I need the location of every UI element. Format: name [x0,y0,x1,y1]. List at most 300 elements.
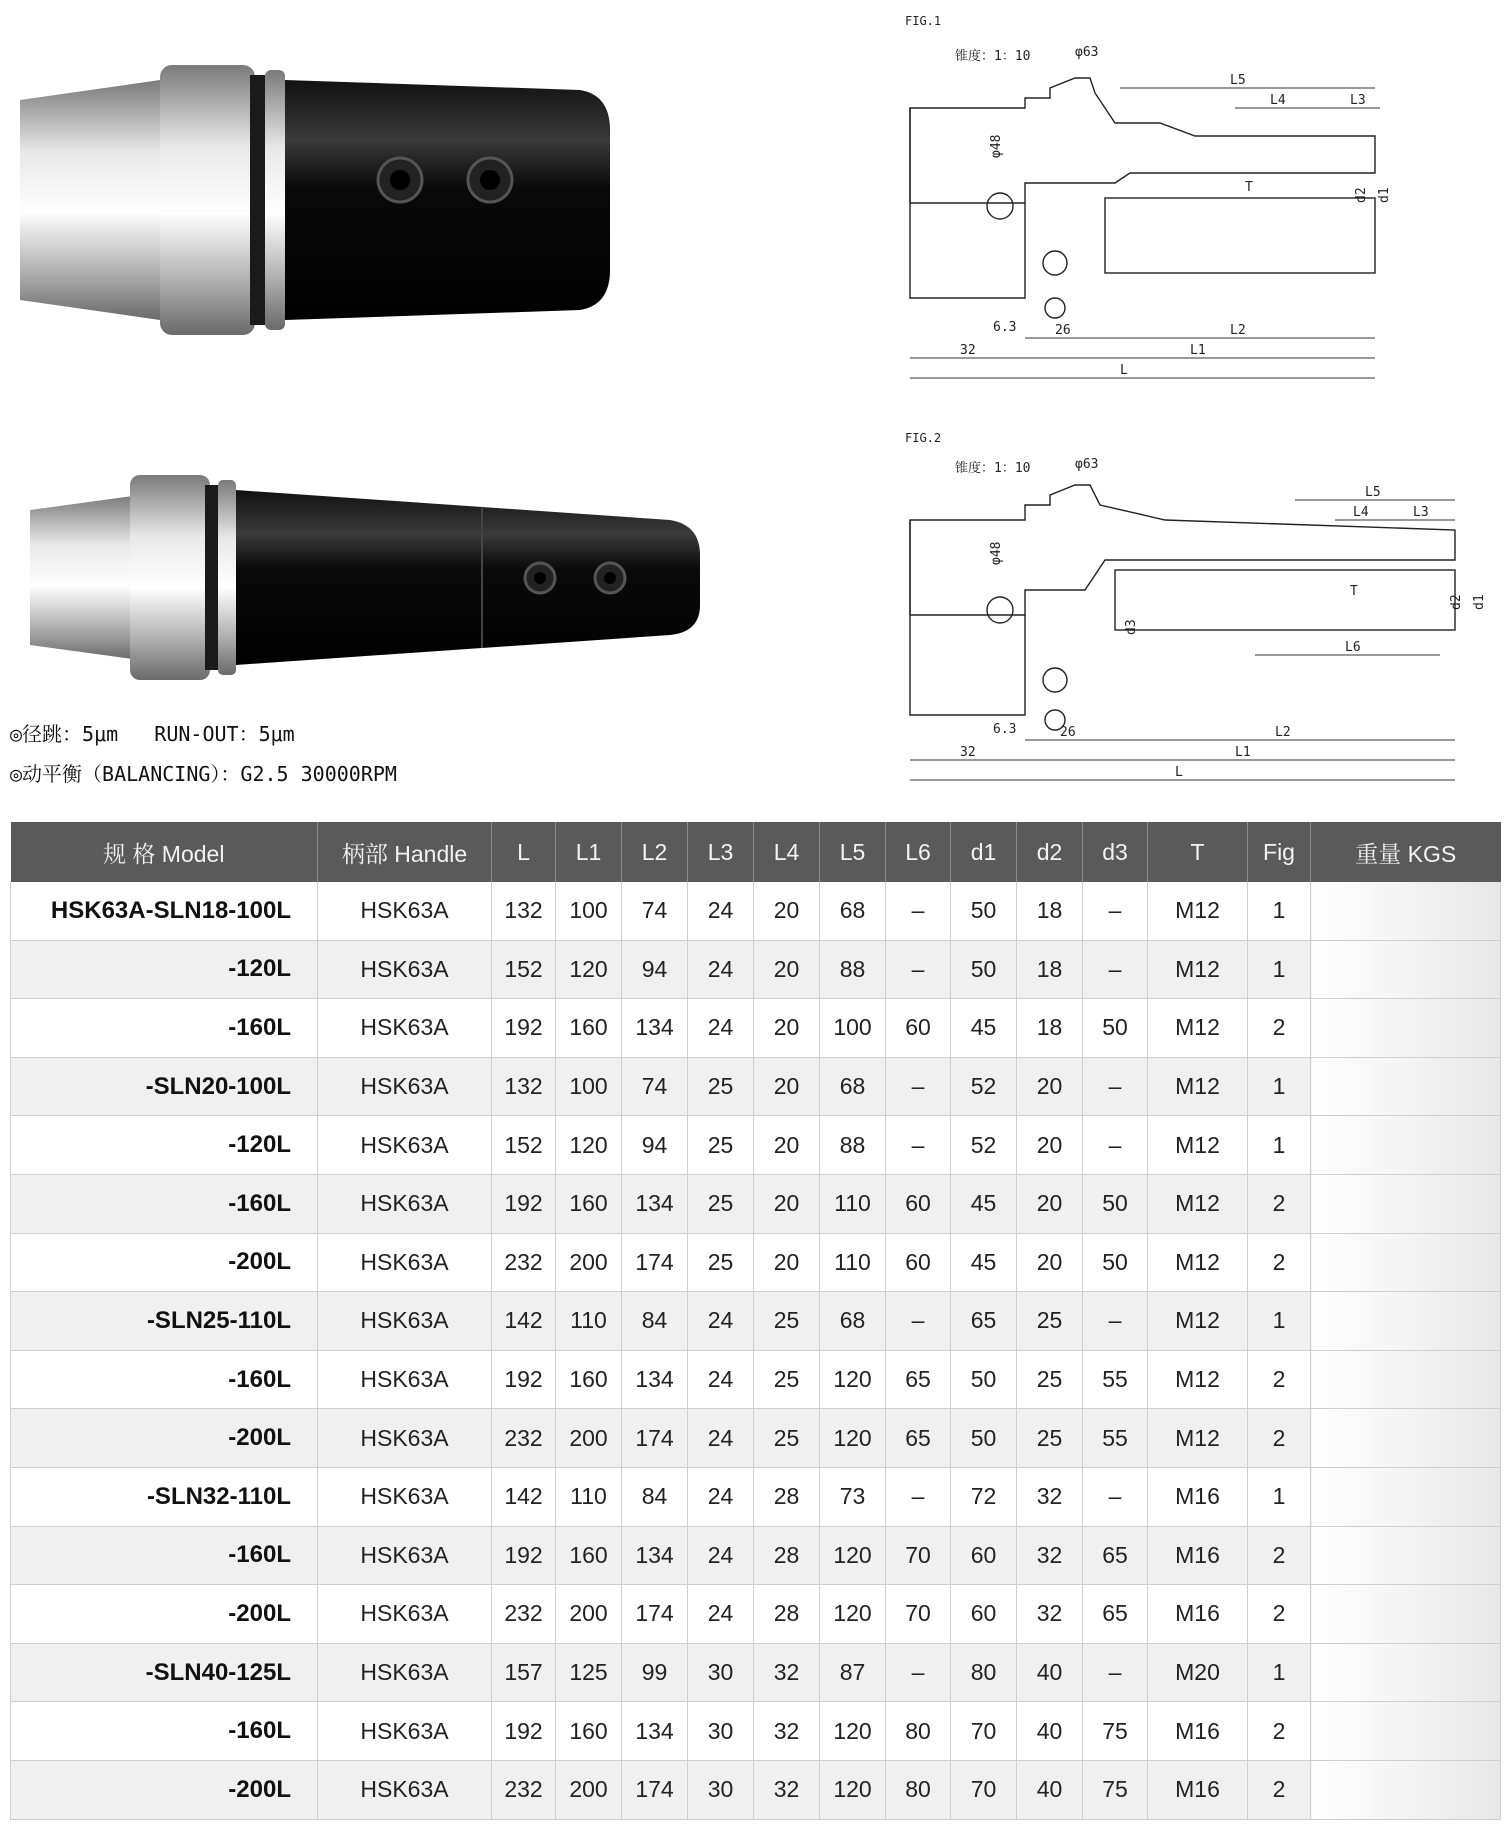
table-cell: 100 [820,999,886,1058]
model-cell: -200L [11,1409,318,1468]
table-cell: 84 [622,1467,688,1526]
table-cell: 24 [688,999,754,1058]
table-cell: 160 [556,1526,622,1585]
table-cell: 120 [556,940,622,999]
table-cell: 1 [1248,1467,1311,1526]
table-cell: 20 [754,940,820,999]
table-cell: 2 [1248,1585,1311,1644]
table-cell: 60 [886,999,951,1058]
table-cell: 60 [951,1526,1017,1585]
table-cell: 88 [820,1116,886,1175]
table-cell: 200 [556,1585,622,1644]
column-header: 柄部 Handle [318,822,492,882]
table-cell: – [1083,882,1148,940]
table-cell: 32 [754,1760,820,1819]
fig1-d1: d1 [1377,187,1392,203]
column-header: L6 [886,822,951,882]
table-cell: 50 [1083,1233,1148,1292]
table-row [11,1585,1501,1644]
table-cell: 134 [622,1350,688,1409]
column-header: L5 [820,822,886,882]
table-cell: M12 [1148,1409,1248,1468]
table-cell: 192 [492,1174,556,1233]
model-cell: -120L [11,940,318,999]
table-cell: 65 [1083,1526,1148,1585]
table-cell: M12 [1148,1116,1248,1175]
table-cell: 50 [951,1350,1017,1409]
spec-table [10,822,1501,1820]
table-cell: 174 [622,1585,688,1644]
table-cell: 192 [492,1702,556,1761]
table-cell: HSK63A [318,1585,492,1644]
table-cell: 1 [1248,940,1311,999]
table-cell: 157 [492,1643,556,1702]
table-cell: 75 [1083,1702,1148,1761]
table-row [11,1116,1501,1175]
table-cell: 160 [556,1174,622,1233]
table-cell: 132 [492,1057,556,1116]
table-cell: – [886,1643,951,1702]
table-row [11,1760,1501,1819]
table-cell: 192 [492,999,556,1058]
table-cell: 142 [492,1292,556,1351]
fig2-L1: L1 [1235,745,1251,760]
table-cell: 192 [492,1526,556,1585]
table-cell: HSK63A [318,1350,492,1409]
table-cell: 80 [886,1702,951,1761]
table-row [11,1057,1501,1116]
table-cell: 20 [754,882,820,940]
table-cell: – [1083,1467,1148,1526]
table-cell: M12 [1148,1057,1248,1116]
weight-cell [1311,1233,1501,1292]
table-cell: HSK63A [318,1643,492,1702]
table-cell: 200 [556,1760,622,1819]
table-cell: 2 [1248,1409,1311,1468]
figure-2-drawing [905,425,1495,800]
table-cell: 94 [622,940,688,999]
model-cell: -120L [11,1116,318,1175]
table-cell: 110 [556,1467,622,1526]
table-cell: 74 [622,882,688,940]
column-header: T [1148,822,1248,882]
table-cell: 32 [1017,1467,1083,1526]
table-cell: 24 [688,1526,754,1585]
table-cell: 20 [1017,1057,1083,1116]
table-cell: 55 [1083,1350,1148,1409]
balancing-spec: ◎动平衡（BALANCING）：G2.5 30000RPM [10,762,397,786]
table-cell: M12 [1148,1292,1248,1351]
fig2-T: T [1350,584,1358,599]
table-cell: HSK63A [318,1702,492,1761]
table-cell: 50 [951,940,1017,999]
table-cell: M12 [1148,940,1248,999]
fig1-L1: L1 [1190,343,1206,358]
fig2-26: 26 [1060,725,1076,740]
fig1-32: 32 [960,343,976,358]
table-cell: 20 [754,999,820,1058]
table-body [11,882,1501,1819]
table-cell: 100 [556,1057,622,1116]
fig1-phi63: φ63 [1075,45,1099,60]
table-cell: 25 [754,1292,820,1351]
table-cell: 120 [556,1116,622,1175]
fig2-phi48: φ48 [989,541,1004,565]
table-cell: 50 [1083,1174,1148,1233]
fig1-phi48: φ48 [989,134,1004,158]
table-cell: 32 [1017,1526,1083,1585]
table-cell: HSK63A [318,940,492,999]
table-cell: – [886,940,951,999]
fig1-taper: 锥度：1：10 [955,49,1031,64]
weight-cell [1311,1585,1501,1644]
table-cell: – [1083,940,1148,999]
table-cell: 40 [1017,1760,1083,1819]
table-cell: 2 [1248,1233,1311,1292]
column-header: d3 [1083,822,1148,882]
table-cell: HSK63A [318,882,492,940]
table-cell: 232 [492,1233,556,1292]
column-header: L [492,822,556,882]
table-cell: 87 [820,1643,886,1702]
table-row [11,999,1501,1058]
table-cell: 2 [1248,999,1311,1058]
table-cell: 30 [688,1643,754,1702]
table-cell: 25 [754,1409,820,1468]
fig2-d1: d1 [1472,594,1487,610]
table-row [11,1643,1501,1702]
column-header: d1 [951,822,1017,882]
table-cell: 18 [1017,999,1083,1058]
table-cell: 18 [1017,882,1083,940]
product-photo-straight-holder [10,50,610,350]
table-cell: – [886,1057,951,1116]
table-cell: 24 [688,1409,754,1468]
table-cell: 75 [1083,1760,1148,1819]
table-cell: 73 [820,1467,886,1526]
column-header: L3 [688,822,754,882]
table-cell: 70 [951,1702,1017,1761]
weight-cell [1311,1760,1501,1819]
table-cell: 20 [1017,1174,1083,1233]
model-cell: -160L [11,1350,318,1409]
table-cell: 70 [886,1585,951,1644]
table-cell: 99 [622,1643,688,1702]
table-cell: 24 [688,1467,754,1526]
model-cell: -160L [11,1702,318,1761]
table-cell: 232 [492,1585,556,1644]
table-cell: 232 [492,1760,556,1819]
table-cell: 25 [688,1116,754,1175]
table-cell: 120 [820,1702,886,1761]
table-cell: 120 [820,1760,886,1819]
fig2-d3: d3 [1124,619,1139,635]
fig2-32: 32 [960,745,976,760]
table-row [11,940,1501,999]
table-cell: 24 [688,1350,754,1409]
fig2-taper: 锥度：1：10 [955,461,1031,476]
column-header: Fig [1248,822,1311,882]
table-cell: 25 [1017,1409,1083,1468]
fig1-label: FIG.1 [905,14,942,28]
table-cell: 25 [1017,1292,1083,1351]
column-header: 重量 KGS [1311,822,1501,882]
table-cell: 1 [1248,1057,1311,1116]
fig1-L5: L5 [1230,73,1246,88]
table-cell: 142 [492,1467,556,1526]
table-row [11,1350,1501,1409]
fig1-T: T [1245,180,1253,195]
product-photo-tapered-holder [20,460,700,700]
figure-1-drawing [905,8,1410,398]
table-cell: 55 [1083,1409,1148,1468]
table-row [11,1702,1501,1761]
table-cell: 110 [820,1174,886,1233]
fig2-L6: L6 [1345,640,1361,655]
table-cell: M12 [1148,882,1248,940]
table-cell: 134 [622,1702,688,1761]
table-cell: M16 [1148,1526,1248,1585]
table-cell: 50 [1083,999,1148,1058]
table-cell: 20 [754,1057,820,1116]
table-row [11,1409,1501,1468]
table-cell: 100 [556,882,622,940]
table-cell: 45 [951,1174,1017,1233]
weight-cell [1311,999,1501,1058]
table-cell: 174 [622,1760,688,1819]
table-cell: – [1083,1643,1148,1702]
table-cell: 68 [820,1057,886,1116]
fig2-d2: d2 [1449,594,1464,610]
table-row [11,1174,1501,1233]
weight-cell [1311,1350,1501,1409]
table-cell: 52 [951,1116,1017,1175]
table-cell: 50 [951,1409,1017,1468]
table-cell: 20 [754,1174,820,1233]
table-cell: 1 [1248,1116,1311,1175]
table-cell: 24 [688,1585,754,1644]
table-cell: HSK63A [318,1057,492,1116]
table-cell: – [1083,1116,1148,1175]
table-cell: 28 [754,1467,820,1526]
table-cell: M12 [1148,1233,1248,1292]
table-cell: 2 [1248,1526,1311,1585]
table-cell: – [1083,1292,1148,1351]
fig2-L2: L2 [1275,725,1291,740]
model-cell: -160L [11,1526,318,1585]
table-cell: 174 [622,1233,688,1292]
table-cell: 174 [622,1409,688,1468]
table-cell: 160 [556,1350,622,1409]
fig2-6-3: 6.3 [993,722,1017,737]
table-header-row [11,822,1501,882]
fig2-L4: L4 [1353,505,1369,520]
table-cell: 74 [622,1057,688,1116]
column-header: L1 [556,822,622,882]
table-cell: 2 [1248,1760,1311,1819]
table-cell: 24 [688,940,754,999]
table-cell: 45 [951,999,1017,1058]
weight-cell [1311,1526,1501,1585]
model-cell: -SLN32-110L [11,1467,318,1526]
table-cell: 28 [754,1526,820,1585]
table-cell: – [886,882,951,940]
table-row [11,1526,1501,1585]
fig2-L: L [1175,765,1183,780]
table-cell: 120 [820,1350,886,1409]
table-cell: M12 [1148,1174,1248,1233]
model-cell: -SLN25-110L [11,1292,318,1351]
fig2-label: FIG.2 [905,431,942,445]
fig1-6-3: 6.3 [993,320,1017,335]
table-cell: 50 [951,882,1017,940]
table-cell: 60 [886,1174,951,1233]
weight-cell [1311,1643,1501,1702]
table-cell: HSK63A [318,1233,492,1292]
table-row [11,1233,1501,1292]
fig2-L3: L3 [1413,505,1429,520]
table-cell: HSK63A [318,1467,492,1526]
table-cell: 70 [951,1760,1017,1819]
runout-spec: ◎径跳：5μm RUN-OUT：5μm [10,722,295,746]
table-cell: 2 [1248,1174,1311,1233]
table-cell: 134 [622,1526,688,1585]
table-cell: 152 [492,940,556,999]
weight-cell [1311,882,1501,940]
table-cell: 32 [1017,1585,1083,1644]
table-row [11,1467,1501,1526]
model-cell: -160L [11,999,318,1058]
table-cell: 120 [820,1409,886,1468]
table-cell: 40 [1017,1702,1083,1761]
table-cell: M16 [1148,1467,1248,1526]
fig1-L2: L2 [1230,323,1246,338]
table-cell: 25 [688,1233,754,1292]
table-cell: 24 [688,1292,754,1351]
table-cell: 88 [820,940,886,999]
weight-cell [1311,1467,1501,1526]
weight-cell [1311,1116,1501,1175]
table-cell: 20 [1017,1233,1083,1292]
weight-cell [1311,940,1501,999]
column-header: L2 [622,822,688,882]
table-cell: HSK63A [318,1409,492,1468]
table-cell: M12 [1148,999,1248,1058]
table-cell: 25 [754,1350,820,1409]
table-cell: 20 [754,1233,820,1292]
column-header: L4 [754,822,820,882]
model-cell: HSK63A-SLN18-100L [11,882,318,940]
table-cell: 232 [492,1409,556,1468]
table-cell: HSK63A [318,1174,492,1233]
table-cell: 60 [951,1585,1017,1644]
table-cell: 70 [886,1526,951,1585]
column-header: 规 格 Model [11,822,318,882]
table-cell: 40 [1017,1643,1083,1702]
weight-cell [1311,1292,1501,1351]
table-cell: HSK63A [318,1760,492,1819]
table-cell: – [886,1467,951,1526]
table-cell: 80 [951,1643,1017,1702]
table-cell: 1 [1248,882,1311,940]
table-cell: 25 [688,1174,754,1233]
table-cell: 200 [556,1409,622,1468]
table-cell: 120 [820,1526,886,1585]
model-cell: -SLN20-100L [11,1057,318,1116]
table-cell: 65 [1083,1585,1148,1644]
table-cell: 30 [688,1702,754,1761]
table-cell: 120 [820,1585,886,1644]
table-cell: 110 [820,1233,886,1292]
fig1-L3: L3 [1350,93,1366,108]
column-header: d2 [1017,822,1083,882]
table-cell: 32 [754,1702,820,1761]
fig2-L5: L5 [1365,485,1381,500]
weight-cell [1311,1702,1501,1761]
table-cell: 132 [492,882,556,940]
table-cell: 160 [556,1702,622,1761]
table-row [11,1292,1501,1351]
model-cell: -200L [11,1760,318,1819]
table-cell: M20 [1148,1643,1248,1702]
table-cell: 68 [820,1292,886,1351]
weight-cell [1311,1057,1501,1116]
table-cell: M12 [1148,1350,1248,1409]
table-cell: 1 [1248,1292,1311,1351]
table-cell: M16 [1148,1760,1248,1819]
table-cell: HSK63A [318,1292,492,1351]
table-cell: 200 [556,1233,622,1292]
table-cell: 45 [951,1233,1017,1292]
table-cell: 25 [688,1057,754,1116]
table-cell: HSK63A [318,1116,492,1175]
table-cell: 25 [1017,1350,1083,1409]
table-cell: HSK63A [318,1526,492,1585]
table-cell: 65 [886,1350,951,1409]
fig2-phi63: φ63 [1075,457,1099,472]
table-cell: 110 [556,1292,622,1351]
table-cell: M16 [1148,1585,1248,1644]
weight-cell [1311,1409,1501,1468]
table-cell: 2 [1248,1702,1311,1761]
table-cell: 134 [622,999,688,1058]
fig1-26: 26 [1055,323,1071,338]
table-cell: 94 [622,1116,688,1175]
table-cell: 28 [754,1585,820,1644]
table-cell: – [886,1292,951,1351]
table-cell: 192 [492,1350,556,1409]
table-cell: 84 [622,1292,688,1351]
table-cell: 18 [1017,940,1083,999]
fig1-d2: d2 [1354,187,1369,203]
model-cell: -200L [11,1233,318,1292]
table-row [11,882,1501,940]
table-cell: HSK63A [318,999,492,1058]
model-cell: -SLN40-125L [11,1643,318,1702]
fig1-L4: L4 [1270,93,1286,108]
table-cell: 60 [886,1233,951,1292]
table-cell: 68 [820,882,886,940]
table-cell: 24 [688,882,754,940]
table-cell: 20 [1017,1116,1083,1175]
table-cell: – [886,1116,951,1175]
table-cell: 65 [886,1409,951,1468]
table-cell: 32 [754,1643,820,1702]
table-cell: M16 [1148,1702,1248,1761]
table-cell: 80 [886,1760,951,1819]
table-cell: 152 [492,1116,556,1175]
table-cell: 2 [1248,1350,1311,1409]
